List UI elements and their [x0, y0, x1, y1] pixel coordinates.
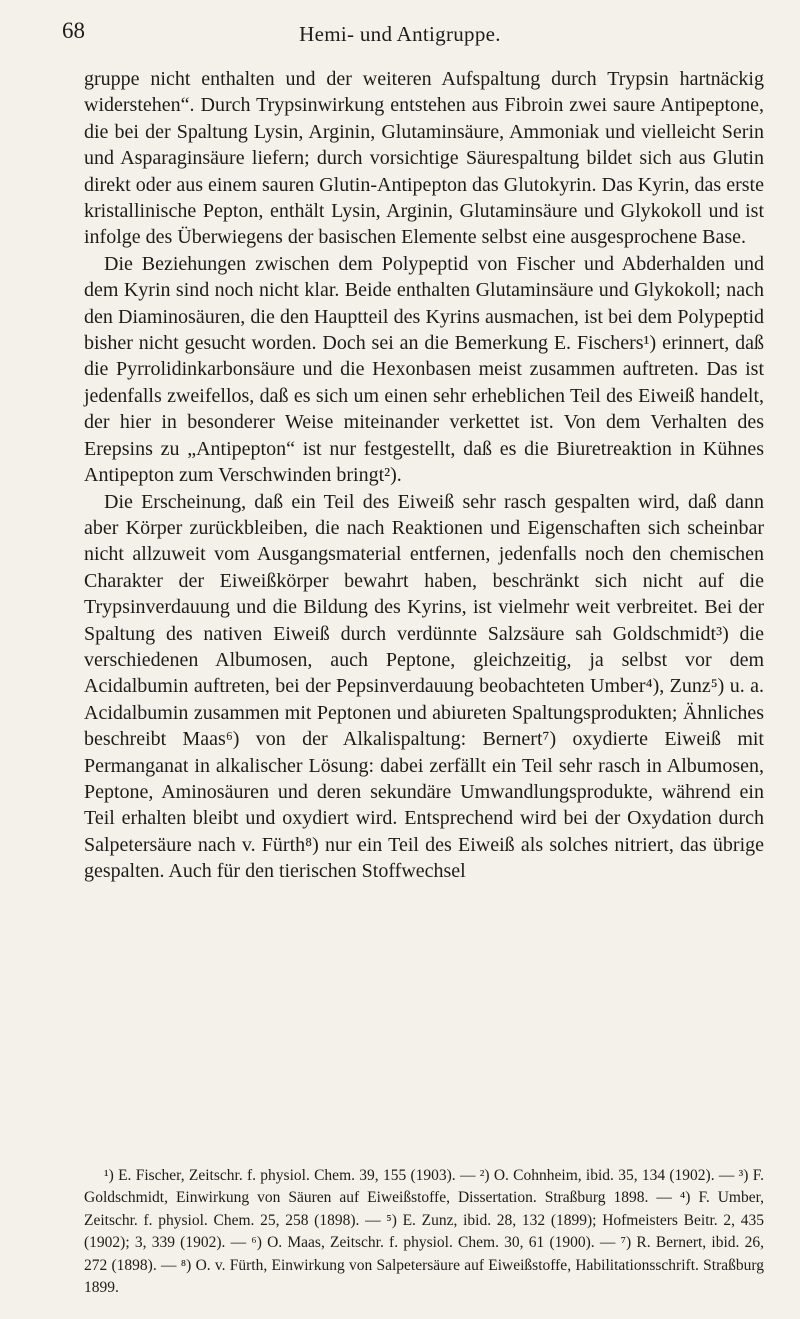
footnotes	[84, 1165, 764, 1299]
page-number: 68	[62, 18, 85, 43]
paragraph-1: gruppe nicht enthalten und der weiteren Aufspaltung durch Trypsin hartnäckig widerstehen“. Durch Trypsinwirkung entstehen aus Fibroin zwei saure Antipeptone, die bei der Spaltung Lysin, Arginin, Glutaminsäure, Ammoniak und vielleicht Serin und Asparaginsäure liefern; durch vorsichtige Säurespaltung bildet sich aus Glutin direkt oder aus einem sauren Glutin-Antipepton das Glutokyrin. Das Kyrin, das erste kristallinische Pepton, enthält Lysin, Arginin, Glutaminsäure und Glykokoll und ist infolge des Überwiegens der basischen Elemente selbst eine ausgesprochene Base.	[84, 68, 764, 249]
paragraph-2: Die Beziehungen zwischen dem Polypeptid von Fischer und Abderhalden und dem Kyrin sind noch nicht klar. Beide enthalten Glutaminsäure und Glykokoll; nach den Diaminosäuren, die den Hauptteil des Kyrins ausmachen, ist bei dem Polypeptid bisher nicht gesucht worden. Doch sei an die Bemerkung E. Fischers¹) erinnert, daß die Pyrrolidinkarbonsäure und die Hexonbasen meist zusammen auftreten. Das ist jedenfalls zweifellos, daß es sich um einen sehr erheblichen Teil des Eiweiß handelt, der hier in besonderer Weise miteinander verkettet ist. Von dem Verhalten des Erepsins zu „Antipepton“ ist nur festgestellt, daß es die Biuretreaktion in Kühnes Antipepton zum Verschwinden bringt²).	[84, 252, 764, 487]
page-header	[0, 18, 800, 58]
running-head: Hemi- und Antigruppe.	[299, 22, 501, 46]
main-text	[84, 66, 764, 885]
footnote-text: ¹) E. Fischer, Zeitschr. f. physiol. Chem. 39, 155 (1903). — ²) O. Cohnheim, ibid. 35, 134 (1902). — ³) F. Goldschmidt, Einwirkung von Säuren auf Eiweißstoffe, Dissertation. Straßburg 1898. — ⁴) F. Umber, Zeitschr. f. physiol. Chem. 25, 258 (1898). — ⁵) E. Zunz, ibid. 28, 132 (1899); Hofmeisters Beitr. 2, 435 (1902); 3, 339 (1902). — ⁶) O. Maas, Zeitschr. f. physiol. Chem. 30, 61 (1900). — ⁷) R. Bernert, ibid. 26, 272 (1898). — ⁸) O. v. Fürth, Einwirkung von Salpetersäure auf Eiweißstoffe, Habilitationsschrift. Straßburg 1899.	[84, 1167, 764, 1297]
paragraph-3: Die Erscheinung, daß ein Teil des Eiweiß sehr rasch gespalten wird, daß dann aber Körper zurückbleiben, die nach Reaktionen und Eigenschaften sich scheinbar nicht allzuweit vom Ausgangsmaterial entfernen, jedenfalls noch den chemischen Charakter der Eiweißkörper bewahrt haben, beschränkt sich nicht auf die Trypsinverdauung und die Bildung des Kyrins, ist vielmehr weit verbreitet. Bei der Spaltung des nativen Eiweiß durch verdünnte Salzsäure sah Goldschmidt³) die verschiedenen Albumosen, auch Peptone, gleichzeitig, ja selbst vor dem Acidalbumin auftreten, bei der Pepsinverdauung beobachteten Umber⁴), Zunz⁵) u. a. Acidalbumin zusammen mit Peptonen und abiureten Spaltungsprodukten; Ähnliches beschreibt Maas⁶) von der Alkalispaltung: Bernert⁷) oxydierte Eiweiß mit Permanganat in alkalischer Lösung: dabei zerfällt ein Teil sehr rasch in Albumosen, Peptone, Aminosäuren und deren sekundäre Umwandlungsprodukte, während ein Teil erhalten bleibt und oxydiert wird. Entsprechend wird bei der Oxydation durch Salpetersäure nach v. Fürth⁸) nur ein Teil des Eiweiß als solches nitriert, das übrige gespalten. Auch für den tierischen Stoffwechsel	[84, 490, 764, 883]
